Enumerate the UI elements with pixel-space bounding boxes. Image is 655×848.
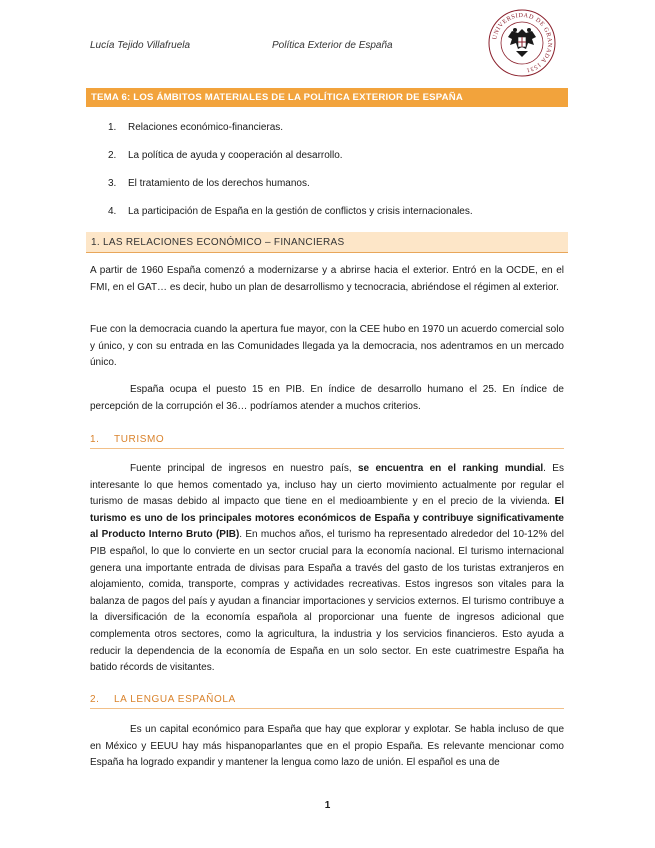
lengua-paragraph: Es un capital económico para España que hay que explorar y explotar. Se habla incluso de que en México y EEUU hay más hispanoparlantes que en el propio España. Es relevante mencionar como España ha logrado expandir y mantener la lengua como lazo de unión. El español es una de: [90, 724, 564, 769]
page-number: 1: [324, 800, 331, 811]
tema-title-bar: TEMA 6: LOS ÁMBITOS MATERIALES DE LA POLÍTICA EXTERIOR DE ESPAÑA: [86, 88, 568, 107]
section-1-paragraph-1: A partir de 1960 España comenzó a modernizarse y a abrirse hacia el exterior. Entró en la OCDE, en el FMI, en el GAT… es decir, hubo un plan de desarrollismo y tecnocracia, abriéndose el régimen al exterior.: [90, 265, 564, 293]
turismo-bold-1: se encuentra en el ranking mundial: [357, 463, 544, 474]
subsection-number: 2.: [90, 694, 100, 705]
svg-text:UNIVERSIDAD DE GRANADA 1531: UNIVERSIDAD DE GRANADA 1531: [491, 11, 554, 74]
outline-number: 1.: [108, 122, 117, 133]
section-1-heading: 1. LAS RELACIONES ECONÓMICO – FINANCIERAS: [86, 232, 568, 253]
subsection-number: 1.: [90, 434, 100, 445]
outline-number: 4.: [108, 206, 117, 217]
turismo-paragraph: [90, 461, 564, 677]
subsection-turismo-heading: [90, 434, 564, 449]
outline-number: 3.: [108, 178, 117, 189]
header-subject: Política Exterior de España: [272, 40, 393, 51]
university-seal-logo: [488, 9, 556, 77]
turismo-text-1: Fuente principal de ingresos en nuestro país,: [130, 463, 358, 474]
turismo-text-2: . Es interesante lo que hemos comentado ya, incluso hay un cierto movimiento actualmente por regular el turismo de masas debido al impacto que tiene en el medioambiente y en el precio de la vivienda.: [90, 463, 564, 508]
header-author: Lucía Tejido Villafruela: [90, 40, 191, 51]
outline-text: El tratamiento de los derechos humanos.: [128, 178, 310, 189]
section-1-paragraph-2: Fue con la democracia cuando la apertura fue mayor, con la CEE hubo en 1970 un acuerdo comercial solo y único, y con su entrada en las Comunidades llegada ya la democracia, nos adentramos en un mercado único.: [90, 324, 564, 369]
turismo-text-3: . En muchos años, el turismo ha representado alrededor del 10-12% del PIB español, lo que lo convierte en un sector crucial para la economía nacional. El turismo internacional genera una importante entrada de divisas para España a través del gasto de los turistas extranjeros en alojamiento, comida, transporte, compras y actividades recreativas. Estos ingresos son vitales para la balanza de pagos del país y ayudan a financiar importaciones y servicios externos. El turismo contribuye a la diversificación de la economía española al proporcionar una fuente de ingresos adicional que complementa otros sectores, como la agricultura, la industria y los servicios financieros. Esto ayuda a reducir la dependencia de la economía de España en un solo sector. En este cuatrimestre España ha batido récords de visitantes.: [90, 529, 565, 674]
outline-text: Relaciones económico-financieras.: [128, 122, 284, 133]
subsection-lengua-heading: [90, 694, 564, 709]
turismo-bold-2: El turismo es uno de los principales motores económicos de España y contribuye significativamente al Producto Interno Bruto (PIB): [90, 496, 564, 541]
subsection-title: TURISMO: [114, 434, 165, 445]
outline-number: 2.: [108, 150, 117, 161]
outline-text: La política de ayuda y cooperación al desarrollo.: [128, 150, 343, 161]
outline-text: La participación de España en la gestión de conflictos y crisis internacionales.: [128, 206, 473, 217]
section-1-paragraph-3: España ocupa el puesto 15 en PIB. En índice de desarrollo humano el 25. En índice de percepción de la corrupción el 36… podríamos atender a muchos criterios.: [90, 384, 564, 412]
subsection-title: LA LENGUA ESPAÑOLA: [114, 694, 236, 705]
